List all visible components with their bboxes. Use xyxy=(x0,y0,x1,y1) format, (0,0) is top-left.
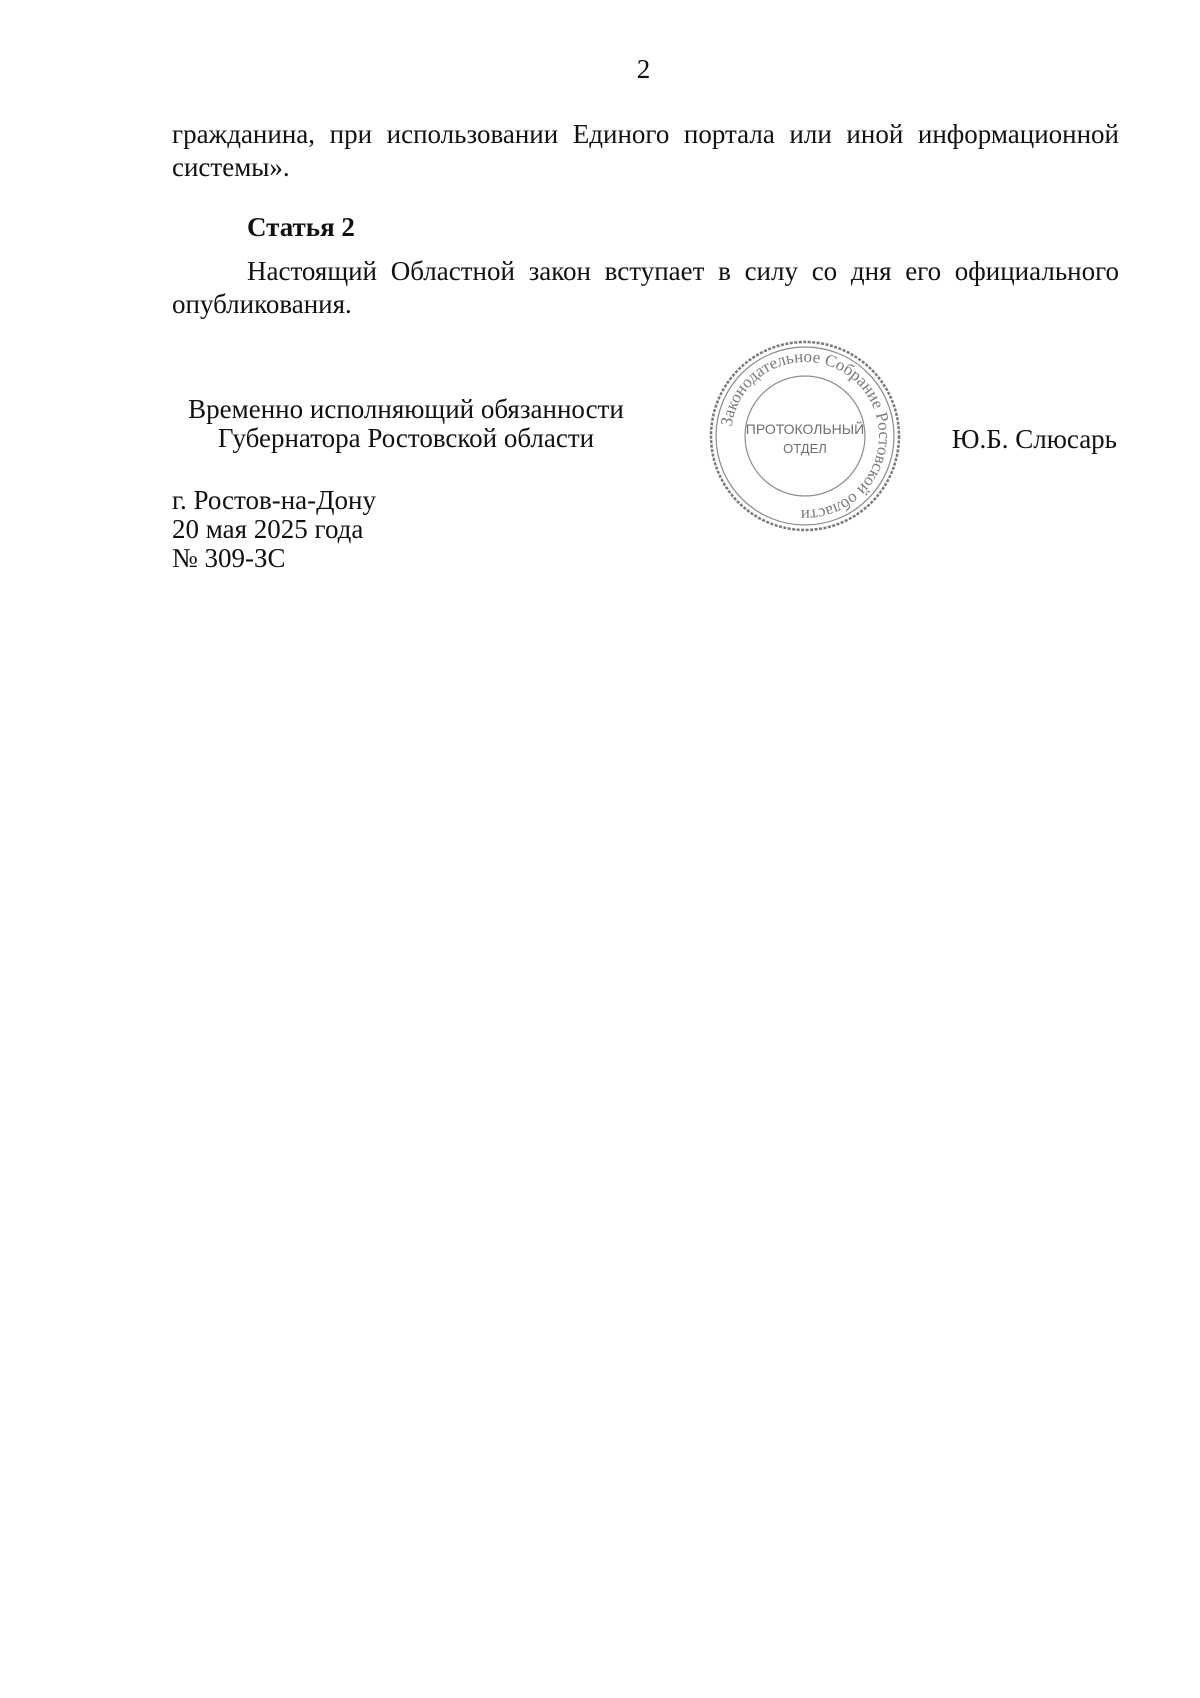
article-2-text: Настоящий Областной закон вступает в силу со дня его официального опубликования. xyxy=(172,256,1119,319)
signatory-title-line-1: Временно исполняющий обязанности xyxy=(188,394,624,424)
signatory-title xyxy=(172,395,640,453)
seal-ring-text: Законодательное Собрание Ростовской области xyxy=(716,346,895,526)
place-date-number-block xyxy=(172,486,376,573)
law-number: № 309-ЗС xyxy=(172,543,286,573)
signing-date: 20 мая 2025 года xyxy=(172,514,364,544)
place-of-signing: г. Ростов-на-Дону xyxy=(172,485,377,515)
official-seal-stamp xyxy=(705,336,905,536)
page-number: 2 xyxy=(636,54,651,84)
signatory-name: Ю.Б. Слюсарь xyxy=(951,424,1117,454)
seal-center-line-1: ПРОТОКОЛЬНЫЙ xyxy=(745,421,865,437)
seal-graphic xyxy=(705,336,905,536)
paragraph-continuation: гражданина, при использовании Единого портала или иной информационной системы». xyxy=(172,119,1119,182)
signatory-title-line-2: Губернатора Ростовской области xyxy=(217,423,595,453)
seal-center-line-2: ОТДЕЛ xyxy=(783,441,827,456)
article-heading: Статья 2 xyxy=(247,212,355,242)
